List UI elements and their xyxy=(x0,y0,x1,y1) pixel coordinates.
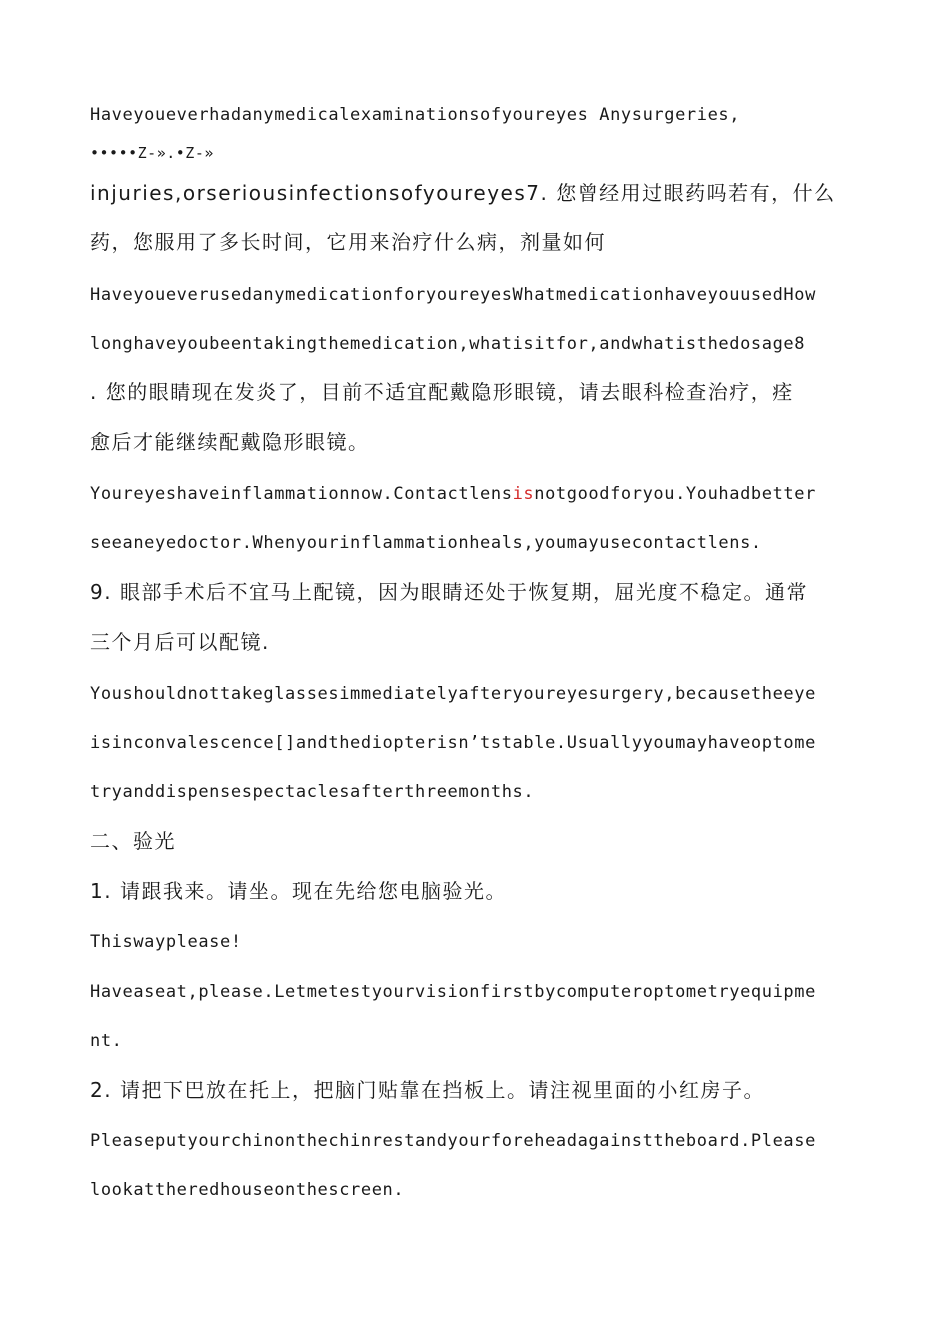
text-line-6: longhaveyoubeentakingthemedication,whatisitfor,andwhatisthedosage8 xyxy=(90,334,806,354)
text-line-8: 愈后才能继续配戴隐形眼镜。 xyxy=(90,430,370,454)
text-line-20: nt. xyxy=(90,1031,123,1051)
text-line-2: •••••Z-».•Z-» xyxy=(90,144,214,162)
text-line-7: . 您的眼睛现在发炎了，目前不适宜配戴隐形眼镜，请去眼科检查治疗，痊 xyxy=(90,380,794,404)
text-line-3: injuries,orseriousinfectionsofyoureyes7. 您曾经用过眼药吗若有，什么 xyxy=(90,181,836,205)
text-line-12: 三个月后可以配镜. xyxy=(90,630,270,654)
text-line-17: 1. 请跟我来。请坐。现在先给您电脑验光。 xyxy=(90,879,507,903)
text-segment-after: notgoodforyou.Youhadbetter xyxy=(534,484,816,504)
text-line-22: Pleaseputyourchinonthechinrestandyourforeheadagainsttheboard.Please xyxy=(90,1131,816,1151)
highlighted-word: is xyxy=(512,484,535,504)
text-line-4: 药，您服用了多长时间，它用来治疗什么病，剂量如何 xyxy=(90,230,606,254)
text-line-10: seeaneyedoctor.Whenyourinflammationheals,youmayusecontactlens. xyxy=(90,533,762,553)
text-line-14: isinconvalescence[]andthediopterisn’tstable.Usuallyyoumayhaveoptome xyxy=(90,733,816,753)
section-heading: 二、验光 xyxy=(90,829,176,853)
text-line-21: 2. 请把下巴放在托上，把脑门贴靠在挡板上。请注视里面的小红房子。 xyxy=(90,1078,765,1102)
text-line-19: Haveaseat,please.Letmetestyourvisionfirstbycomputeroptometryequipme xyxy=(90,982,816,1002)
text-line-1: Haveyoueverhadanymedicalexaminationsofyoureyes Anysurgeries, xyxy=(90,105,741,125)
text-line-18: Thiswayplease! xyxy=(90,932,242,952)
text-line-9 xyxy=(90,482,816,506)
text-line-15: tryanddispensespectaclesafterthreemonths. xyxy=(90,782,535,802)
text-segment-before: Youreyeshaveinflammationnow.Contactlens xyxy=(90,484,513,504)
text-line-13: Youshouldnottakeglassesimmediatelyafteryoureyesurgery,becausetheeye xyxy=(90,684,816,704)
text-line-5: HaveyoueverusedanymedicationforyoureyesWhatmedicationhaveyouusedHow xyxy=(90,285,816,305)
text-line-11: 9. 眼部手术后不宜马上配镜，因为眼睛还处于恢复期，屈光度不稳定。通常 xyxy=(90,580,808,604)
text-line-23: lookattheredhouseonthescreen. xyxy=(90,1180,405,1200)
